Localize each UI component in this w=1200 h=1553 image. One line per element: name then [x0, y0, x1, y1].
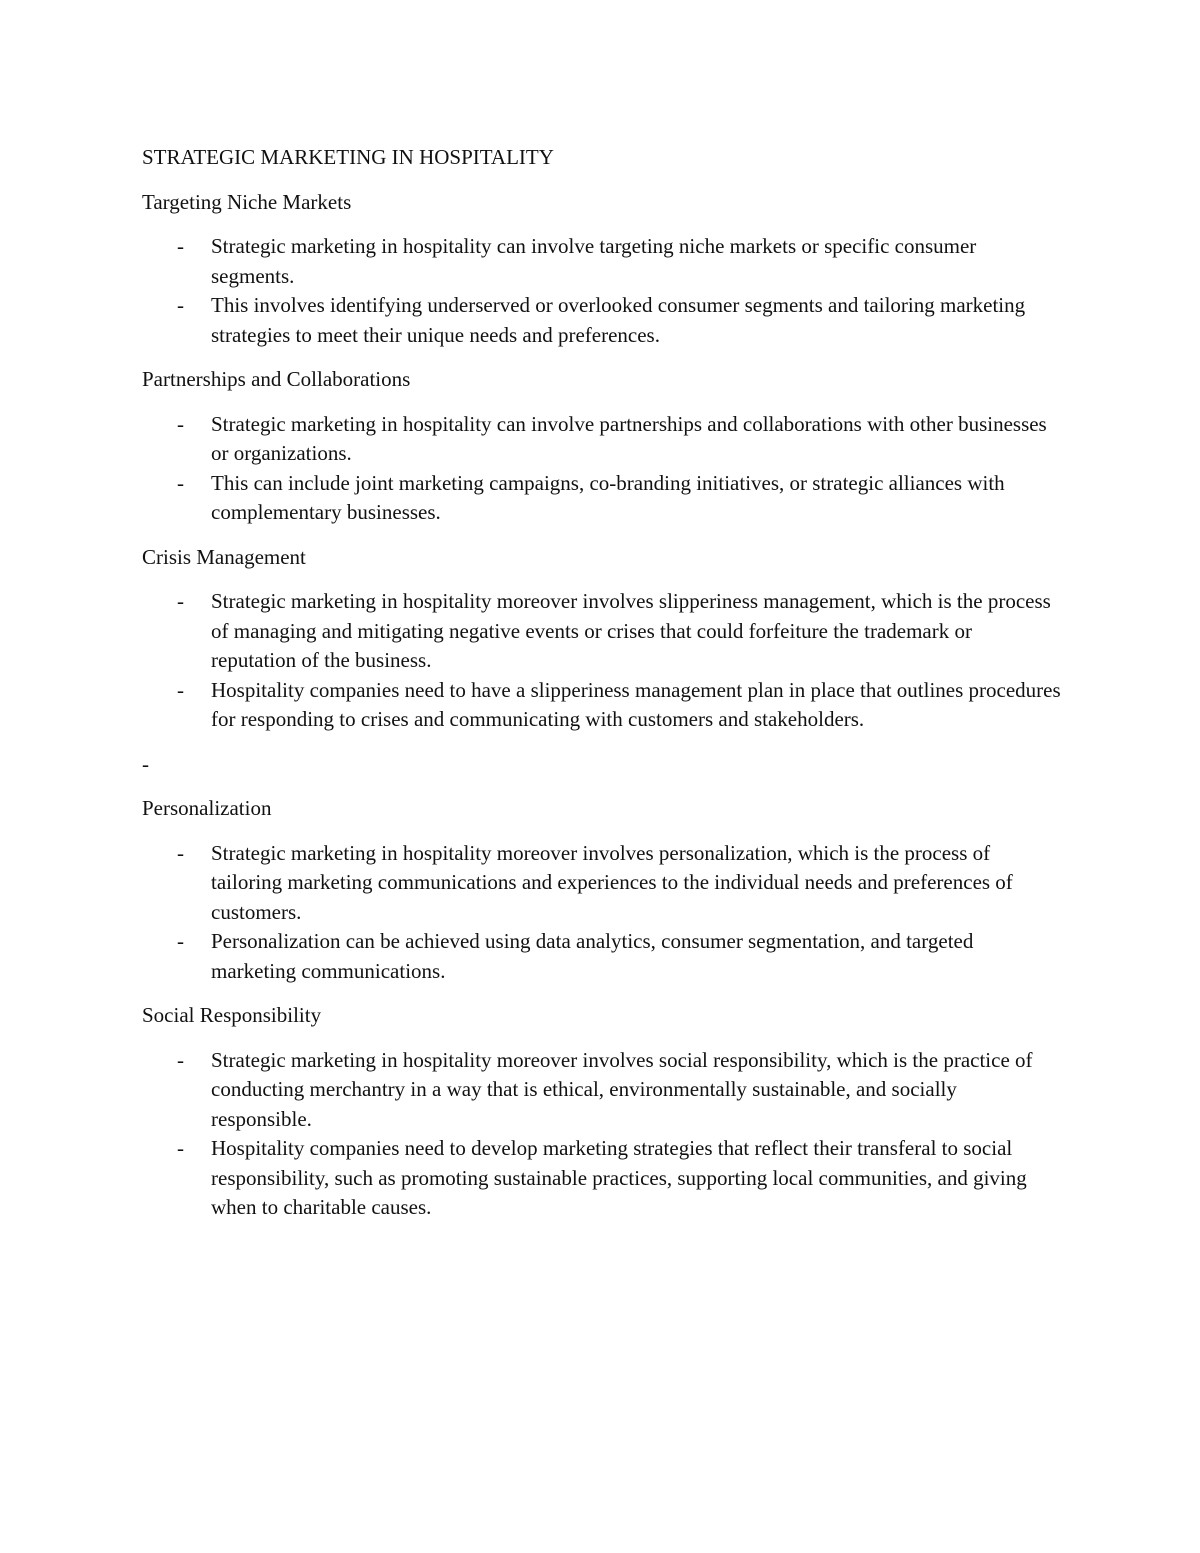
bullet-text: Hospitality companies need to develop marketing strategies that reflect their transferal to social responsibility, such as promoting sustainable practices, supporting local communities, and giving when to charitable causes.	[211, 1136, 1027, 1219]
bullet-dash: -	[177, 677, 184, 702]
bullet-text: Strategic marketing in hospitality can involve partnerships and collaborations with other businesses or organizations.	[211, 411, 1047, 465]
bullet-list	[142, 410, 1062, 528]
bullet-text: This can include joint marketing campaigns, co-branding initiatives, or strategic alliances with complementary businesses.	[211, 470, 1005, 524]
list-item	[142, 587, 1062, 676]
document-body	[142, 143, 1062, 1238]
bullet-text: Strategic marketing in hospitality moreover involves slipperiness management, which is the process of managing and mitigating negative events or crises that could forfeiture the trademark or reputation of the business.	[211, 589, 1051, 672]
bullet-list	[142, 587, 1062, 735]
section-personalization	[142, 794, 1062, 986]
bullet-text: Hospitality companies need to have a slipperiness management plan in place that outlines procedures for responding to crises and communicating with customers and stakeholders.	[211, 677, 1061, 731]
bullet-text: Strategic marketing in hospitality can involve targeting niche markets or specific consumer segments.	[211, 234, 977, 288]
bullet-dash: -	[177, 470, 184, 495]
section-crisis-management	[142, 543, 1062, 735]
bullet-dash: -	[177, 929, 184, 953]
section-heading: Targeting Niche Markets	[142, 189, 352, 214]
bullet-text: Strategic marketing in hospitality moreover involves personalization, which is the process of tailoring marketing communications and experiences to the individual needs and preferences of customers.	[211, 840, 1013, 924]
bullet-list	[142, 1046, 1062, 1223]
bullet-dash: -	[177, 234, 184, 258]
bullet-text: This involves identifying underserved or overlooked consumer segments and tailoring marketing strategies to meet their unique needs and preferences.	[211, 293, 1026, 347]
list-item	[142, 927, 1062, 986]
list-item	[142, 1134, 1062, 1223]
bullet-dash: -	[177, 411, 184, 436]
bullet-dash: -	[177, 1136, 184, 1160]
bullet-dash: -	[177, 840, 184, 865]
list-item	[142, 469, 1062, 528]
section-heading: Partnerships and Collaborations	[142, 367, 411, 391]
section-partnerships-and-collaborations	[142, 365, 1062, 528]
section-heading: Social Responsibility	[142, 1003, 322, 1027]
bullet-dash: -	[177, 589, 184, 613]
bullet-dash: -	[177, 1047, 184, 1072]
list-item	[142, 839, 1062, 928]
section-social-responsibility	[142, 1001, 1062, 1223]
section-targeting-niche-markets	[142, 188, 1062, 351]
document-title: STRATEGIC MARKETING IN HOSPITALITY	[142, 145, 554, 169]
section-heading: Crisis Management	[142, 544, 306, 569]
list-item	[142, 232, 1062, 291]
bullet-text: Strategic marketing in hospitality moreover involves social responsibility, which is the practice of conducting merchantry in a way that is ethical, environmentally sustainable, and socially responsible.	[211, 1047, 1033, 1131]
bullet-dash: -	[177, 293, 184, 317]
list-item	[142, 291, 1062, 350]
bullet-list	[142, 839, 1062, 987]
bullet-list	[142, 232, 1062, 350]
list-item	[142, 1046, 1062, 1135]
section-heading: Personalization	[142, 796, 272, 820]
stray-dash: -	[142, 751, 149, 776]
list-item	[142, 410, 1062, 469]
bullet-text: Personalization can be achieved using data analytics, consumer segmentation, and targeted marketing communications.	[211, 929, 974, 983]
list-item	[142, 676, 1062, 735]
